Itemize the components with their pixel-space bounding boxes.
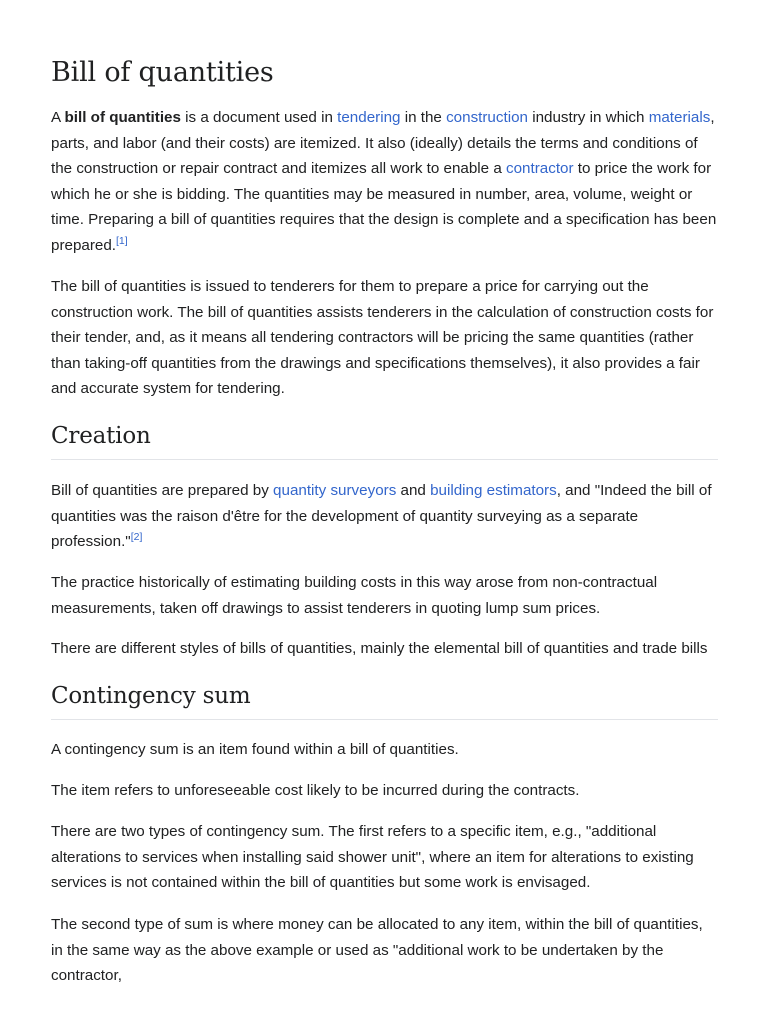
intro-paragraph-1: [51, 105, 718, 258]
text-run: Bill of quantities are prepared by: [51, 482, 274, 499]
creation-paragraph-1: [51, 478, 718, 555]
page-title: Bill of quantities: [51, 57, 274, 88]
bold-term: bill of quantities: [64, 109, 181, 126]
intro-paragraph-2: The bill of quantities is issued to tenderers for them to prepare a price for carrying out the construction work. The bill of quantities assists tenderers in the calculation of construction costs for their tender, and, as it means all tendering contractors will be pricing the same quantities (rather than taking-off quantities from the drawings and specifications themselves), it also provides a fair and accurate system for tendering.: [51, 278, 714, 397]
text-run: , and "Indeed the bill of quantities was the raison d'être for the development of quantity surveying as a separate profession.": [51, 482, 712, 550]
text-run: is a document used in: [180, 109, 338, 126]
link-tendering[interactable]: tendering: [337, 109, 401, 126]
creation-paragraph-2: The practice historically of estimating building costs in this way arose from non-contractual measurements, taken off drawings to assist tenderers in quoting lump sum prices.: [51, 574, 658, 617]
reference-1[interactable]: [1]: [116, 234, 128, 247]
text-run: in the: [400, 109, 447, 126]
link-materials[interactable]: materials: [648, 109, 711, 126]
contingency-paragraph-1: A contingency sum is an item found within a bill of quantities.: [51, 741, 459, 758]
link-quantity-surveyors[interactable]: quantity surveyors: [273, 482, 397, 499]
text-run: and: [396, 482, 431, 499]
contingency-paragraph-3: There are two types of contingency sum. The first refers to a specific item, e.g., "additional alterations to services when installing said shower unit", where an item for alterations to existing services is not contained within the bill of quantities but some work is envisaged.: [51, 823, 694, 891]
text-run: A: [51, 109, 65, 126]
contingency-paragraph-2: The item refers to unforeseeable cost likely to be incurred during the contracts.: [51, 782, 580, 799]
link-construction[interactable]: construction: [446, 109, 528, 126]
section-heading-contingency-sum: Contingency sum: [51, 681, 718, 720]
link-contractor[interactable]: contractor: [506, 160, 574, 177]
link-building-estimators[interactable]: building estimators: [430, 482, 557, 499]
contingency-paragraph-4: The second type of sum is where money can be allocated to any item, within the bill of quantities, in the same way as the above example or used as "additional work to be undertaken by the contractor,: [51, 916, 703, 984]
section-heading-creation: Creation: [51, 421, 718, 460]
creation-paragraph-3: There are different styles of bills of quantities, mainly the elemental bill of quantities and trade bills: [51, 640, 708, 657]
text-run: industry in which: [527, 109, 649, 126]
text-run: , parts, and labor (and their costs) are itemized. It also (ideally) details the terms and conditions of the construction or repair contract and itemizes all work to enable a: [51, 109, 715, 177]
reference-2[interactable]: [2]: [130, 530, 143, 543]
text-run: to price the work for which he or she is bidding. The quantities may be measured in number, area, volume, weight or time. Preparing a bill of quantities requires that the design is complete and a specification has been prepared.: [51, 160, 717, 254]
